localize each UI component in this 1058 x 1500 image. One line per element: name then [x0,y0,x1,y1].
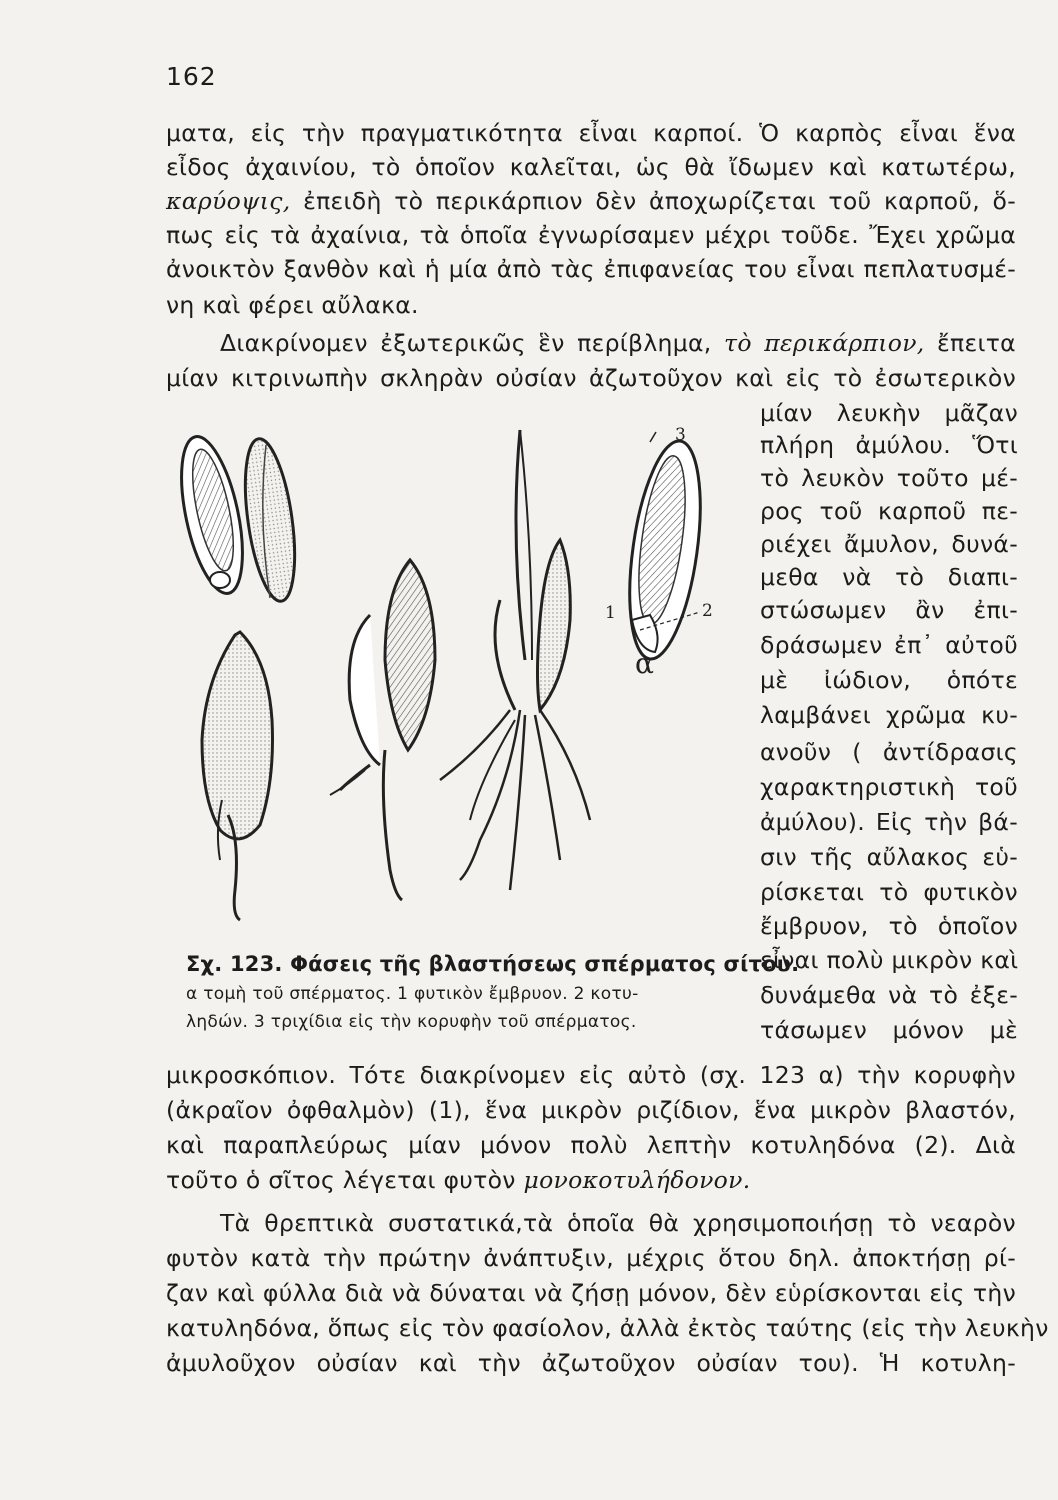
text-line: πως εἰς τὰ ἀχαίνια, τὰ ὁποῖα ἐγνωρίσαμεν μέχρι τοῦδε. Ἔχει χρῶμα [166,221,1016,249]
wheat-germination-illustration [180,420,755,950]
text-line: μίαν κιτρινωπὴν σκληρὰν οὐσίαν ἀζωτοῦχον καὶ εἰς τὸ ἐσωτερικὸν [166,364,1016,392]
side-text-line: ρίσκεται τὸ φυτικὸν [760,878,1018,906]
figure-label-1: 1 [605,603,616,623]
figure-label-2: 2 [702,601,713,621]
side-text-line: χαρακτηριστικὴ τοῦ [760,773,1018,801]
text-line: καὶ παραπλεύρως μίαν μόνον πολὺ λεπτὴν κοτυληδόνα (2). Διὰ [166,1131,1016,1159]
text-span: Διακρίνομεν ἐξωτερικῶς ἓν περίβλημα, [220,329,712,357]
text-span: ἔπειτα [937,329,1016,357]
text-line-with-term [166,1165,1016,1195]
figure-caption-title: Σχ. 123. Φάσεις τῆς βλαστήσεως σπέρματος σίτου. [186,952,800,976]
term-monokotyledonon: μονοκοτυλήδονον. [523,1166,751,1194]
side-text-line: ἔμβρυον, τὸ ὁποῖον [760,912,1018,940]
text-line: (ἀκραῖον ὀφθαλμὸν) (1), ἕνα μικρὸν ριζίδιον, ἕνα μικρὸν βλαστόν, [166,1096,1016,1124]
side-text-line: τάσωμεν μόνον μὲ [760,1016,1018,1044]
side-text-line: πλήρη ἀμύλου. Ὅτι [760,431,1018,459]
text-line: κατυληδόνα, ὅπως εἰς τὸν φασίολον, ἀλλὰ ἐκτὸς ταύτης (εἰς τὴν λευκὴν [166,1314,1049,1342]
side-text-line: σιν τῆς αὔλακος εὑ- [760,843,1018,871]
side-text-line: μὲ ἰώδιον, ὁπότε [760,666,1018,694]
page-number: 162 [166,62,217,91]
term-karyopsis: καρύοψις, [166,187,291,215]
side-text-line: λαμβάνει χρῶμα κυ- [760,701,1018,729]
text-line: μικροσκόπιον. Τότε διακρίνομεν εἰς αὐτὸ (σχ. 123 α) τὴν κορυφὴν [166,1061,1016,1089]
text-line: νη καὶ φέρει αὔλακα. [166,291,419,319]
text-line: εἶδος ἀχαινίου, τὸ ὁποῖον καλεῖται, ὡς θὰ ἴδωμεν καὶ κατωτέρω, [166,153,1016,181]
figure-caption-line: α τομὴ τοῦ σπέρματος. 1 φυτικὸν ἔμβρυον. 2 κοτυ- [186,984,639,1004]
side-text-line: δυνάμεθα νὰ τὸ ἐξε- [760,981,1018,1009]
text-line: ματα, εἰς τὴν πραγματικότητα εἶναι καρποί. Ὁ καρπὸς εἶναι ἕνα [166,119,1016,147]
seed-section-left [180,431,254,598]
wheat-germination-figure [180,420,755,950]
text-line: ἀνοικτὸν ξανθὸν καὶ ἡ μία ἀπὸ τὰς ἐπιφανείας του εἶναι πεπλατυσμέ- [166,255,1016,283]
side-text-line: εἶναι πολὺ μικρὸν καὶ [760,946,1019,974]
text-line-with-term [220,328,1016,358]
seed-section-detail [618,432,712,663]
text-line: φυτὸν κατὰ τὴν πρώτην ἀνάπτυξιν, μέχρις ὅτου δηλ. ἀποκτήσῃ ρί- [166,1244,1016,1272]
text-span: ἐπειδὴ τὸ περικάρπιον δὲν ἀποχωρίζεται τοῦ καρποῦ, ὅ- [303,187,1016,215]
side-text-line: μίαν λευκὴν μᾶζαν [760,399,1018,427]
side-text-line: ἀμύλου). Εἰς τὴν βά- [760,808,1018,836]
side-text-line: στώσωμεν ἂν ἐπι- [760,596,1018,624]
figure-caption-line: ληδών. 3 τριχίδια εἰς τὴν κορυφὴν τοῦ σπέρματος. [186,1012,637,1032]
seed-whole [237,436,303,605]
text-line: ζαν καὶ φύλλα διὰ νὰ δύναται νὰ ζήσῃ μόνον, δὲν εὑρίσκονται εἰς τὴν [166,1279,1016,1307]
text-line: Τὰ θρεπτικὰ συστατικά,τὰ ὁποῖα θὰ χρησιμοποιήσῃ τὸ νεαρὸν [220,1209,1016,1237]
side-text-line: δράσωμεν ἐπ᾽ αὐτοῦ [760,631,1018,659]
seedling-early [330,560,435,900]
side-text-line: ριέχει ἄμυλον, δυνά- [760,530,1018,558]
term-perikarpion: τὸ περικάρπιον, [724,329,925,357]
side-text-line: τὸ λευκὸν τοῦτο μέ- [760,464,1018,492]
side-text-line: μεθα νὰ τὸ διαπι- [760,563,1018,591]
text-span: τοῦτο ὁ σῖτος λέγεται φυτὸν [166,1166,516,1194]
text-line: ἀμυλοῦχον οὐσίαν καὶ τὴν ἀζωτοῦχον οὐσίαν του). Ἡ κοτυλη- [166,1349,1016,1377]
side-text-line: ανοῦν ( ἀντίδρασις [760,738,1018,766]
text-line-with-term [166,186,1016,216]
seed-swollen [202,632,273,920]
seedling-rooted [440,430,590,890]
figure-label-alpha: α [635,647,654,680]
figure-label-3: 3 [675,425,686,445]
side-text-line: ρος τοῦ καρποῦ πε- [760,497,1018,525]
